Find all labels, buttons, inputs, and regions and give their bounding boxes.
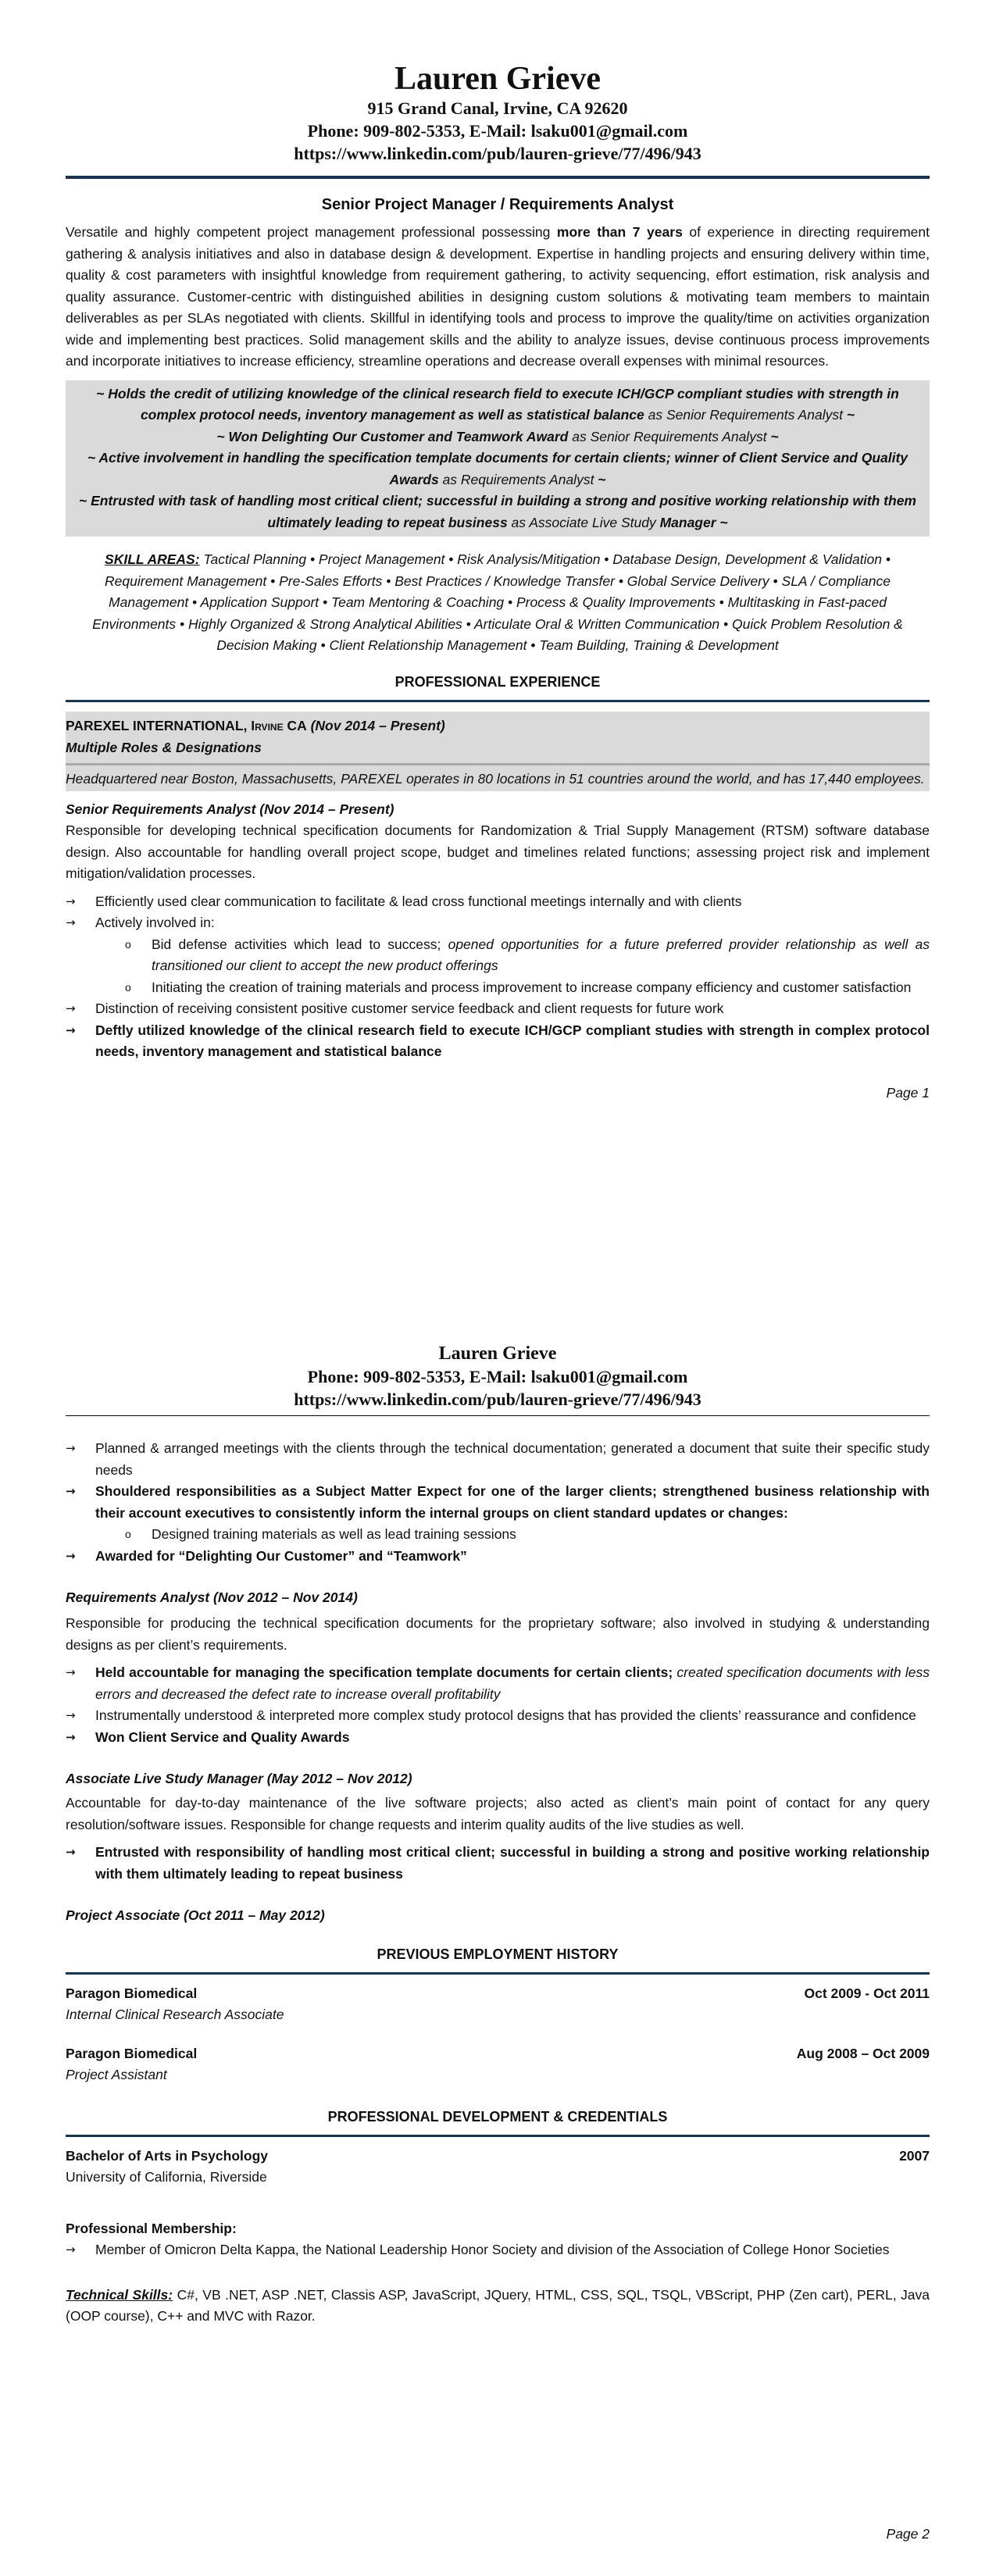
- previous-role: Internal Clinical Research Associate: [66, 2007, 284, 2022]
- previous-dates: Aug 2008 – Oct 2009: [796, 2046, 930, 2061]
- previous-company: Paragon Biomedical: [66, 2046, 198, 2061]
- bullet-item: → Entrusted with responsibility of handling most critical client; successful in building a strong and positive working relationship with them ultimately leading to repeat business: [66, 1842, 930, 1885]
- section-divider: [66, 2135, 930, 2137]
- summary-text: Versatile and highly competent project management professional possessing: [66, 224, 557, 240]
- contact-line-repeat: Phone: 909-802-5353, E-Mail: lsaku001@gmail.com: [307, 1367, 688, 1386]
- highlight-item: ~ Entrusted with task of handling most critical client; successful in building a strong and positive working relationship with them ultimately leading to repeat business as Associate Live Study Manager ~: [78, 493, 916, 530]
- previous-role: Project Assistant: [66, 2067, 167, 2082]
- linkedin-url-repeat[interactable]: https://www.linkedin.com/pub/lauren-grieve/77/496/943: [294, 1390, 701, 1409]
- company-subtitle: Multiple Roles & Designations: [66, 739, 262, 755]
- linkedin-url[interactable]: https://www.linkedin.com/pub/lauren-grieve/77/496/943: [294, 144, 701, 163]
- sub-bullet-item: o Bid defense activities which lead to success; opened opportunities for a future preferred provider relationship as well as transitioned our client to accept the new product offerings: [66, 934, 930, 977]
- degree: Bachelor of Arts in Psychology: [66, 2148, 268, 2164]
- membership-list: [66, 2239, 930, 2261]
- bullet-item: → Held accountable for managing the specification template documents for certain clients; created specification documents with less errors and decreased the defect rate to increase overall profitability: [66, 1662, 930, 1705]
- bullet-item: → Instrumentally understood & interpreted more complex study protocol designs that has provided the clients’ reassurance and confidence: [66, 1705, 930, 1727]
- education-entry: [66, 2145, 930, 2188]
- arrow-icon: →: [66, 1484, 76, 1498]
- arrow-icon: →: [66, 894, 76, 908]
- company-divider: [66, 763, 930, 765]
- summary-text: of experience in directing requirement gathering & analysis initiatives and also in database design & development. Expertise in handling projects and ensuring delivery within time, quality & cost parameters with insightful knowledge from requirement gathering, to activity sequencing, effort estimation, risk analysis and quality assurance. Customer-centric with distinguished abilities in designing custom solutions & motivating team members to maintain deliverables as per SLAs negotiated with clients. Skillful in identifying tools and process to improve the quality/time on activities organization wide and implementing best practices. Solid management skills and the ability to analyze issues, devise continuous process improvements and incorporate initiatives to increase efficiency, streamline operations and decrease overall expenses with minimal resources.: [66, 224, 930, 369]
- address: 915 Grand Canal, Irvine, CA 92620: [367, 98, 628, 118]
- sub-bullet-item: o Designed training materials as well as lead training sessions: [66, 1524, 930, 1546]
- role-bullets-continued: [66, 1438, 930, 1524]
- graduation-year: 2007: [899, 2148, 930, 2164]
- role-title: Associate Live Study Manager (May 2012 – Nov 2012): [66, 1771, 412, 1786]
- header-divider-thin: [66, 1415, 930, 1416]
- role-bullets: [66, 998, 930, 1063]
- summary-highlight: more than 7 years: [556, 224, 683, 240]
- technical-skills: [66, 2285, 930, 2328]
- company-description: Headquartered near Boston, Massachusetts, PAREXEL operates in 80 locations in 51 countries around the world, and has 17,440 employees.: [66, 770, 925, 787]
- arrow-icon: →: [66, 1548, 76, 1563]
- section-heading-previous: PREVIOUS EMPLOYMENT HISTORY: [377, 1946, 619, 1962]
- previous-company: Paragon Biomedical: [66, 1986, 198, 2001]
- role-summary: Responsible for producing the technical specification documents for the proprietary software; also involved in studying & understanding designs as per client’s requirements.: [66, 1615, 930, 1653]
- previous-job: [66, 1982, 930, 2025]
- arrow-icon: →: [66, 1022, 76, 1037]
- section-divider: [66, 1972, 930, 1975]
- bullet-item: → Distinction of receiving consistent positive customer service feedback and client requests for future work: [66, 998, 930, 1020]
- company-location: Irvine CA: [251, 717, 307, 733]
- circle-bullet-icon: o: [125, 1528, 131, 1540]
- bullet-item: → Shouldered responsibilities as a Subject Matter Expect for one of the larger clients; strengthened business relationship with their account executives to consistently inform the internal groups on client standard updates or changes:: [66, 1481, 930, 1524]
- page-number: Page 1: [886, 1084, 930, 1101]
- circle-bullet-icon: o: [125, 980, 131, 994]
- bullet-item: → Planned & arranged meetings with the clients through the technical documentation; generated a document that suite their specific study needs: [66, 1438, 930, 1481]
- company-name: PAREXEL INTERNATIONAL,: [66, 717, 248, 733]
- highlights-box: [66, 380, 930, 537]
- role-bullets: [66, 1842, 930, 1885]
- arrow-icon: →: [66, 1001, 76, 1015]
- role-bullets: [66, 1662, 930, 1748]
- skill-areas-list: Tactical Planning • Project Management • Risk Analysis/Mitigation • Database Design, Development & Validation • Requirement Management • Pre-Sales Efforts • Best Practices / Knowledge Transfer • Global Service Delivery • SLA / Compliance Management • Application Support • Team Mentoring & Coaching • Process & Quality Improvements • Multitasking in Fast-paced Environments • Highly Organized & Strong Analytical Abilities • Articulate Oral & Written Communication • Quick Problem Resolution & Decision Making • Client Relationship Management • Team Building, Training & Development: [92, 551, 903, 653]
- role-title: Senior Requirements Analyst (Nov 2014 – Present): [66, 801, 394, 817]
- resume-page-1: [66, 61, 930, 1101]
- skill-areas-label: SKILL AREAS:: [105, 551, 200, 567]
- bullet-item: → Actively involved in:: [66, 912, 930, 934]
- role-title: Requirements Analyst (Nov 2012 – Nov 2014): [66, 1589, 358, 1605]
- circle-bullet-icon: o: [125, 937, 131, 951]
- membership-label: Professional Membership:: [66, 2221, 237, 2236]
- arrow-icon: →: [66, 2242, 76, 2257]
- bullet-item: → Efficiently used clear communication to facilitate & lead cross functional meetings internally and with clients: [66, 891, 930, 913]
- company-header: [66, 712, 930, 792]
- highlight-item: ~ Holds the credit of utilizing knowledge of the clinical research field to execute ICH/GCP compliant studies with strength in complex protocol needs, inventory management as well as statistical balance as Senior Requirements Analyst ~: [96, 385, 899, 423]
- page-number: Page 2: [886, 2526, 930, 2542]
- school: University of California, Riverside: [66, 2169, 267, 2185]
- role-title: Project Associate (Oct 2011 – May 2012): [66, 1907, 325, 1923]
- bullet-item: → Deftly utilized knowledge of the clinical research field to execute ICH/GCP compliant studies with strength in complex protocol needs, inventory management and statistical balance: [66, 1020, 930, 1063]
- skill-areas: [66, 549, 930, 657]
- bullet-item: → Member of Omicron Delta Kappa, the National Leadership Honor Society and division of the Association of College Honor Societies: [66, 2239, 930, 2261]
- sub-bullets: [66, 934, 930, 999]
- arrow-icon: →: [66, 1708, 76, 1722]
- resume-page-2: [66, 1342, 930, 2328]
- role-summary: Responsible for developing technical specification documents for Randomization & Trial Supply Management (RTSM) software database design. Also accountable for handling overall project scope, budget and timelines related functions; assessing project risk and implement mitigation/validation processes.: [66, 822, 930, 881]
- arrow-icon: →: [66, 1665, 76, 1679]
- candidate-name: Lauren Grieve: [394, 61, 602, 97]
- previous-job: [66, 2043, 930, 2085]
- section-heading-credentials: PROFESSIONAL DEVELOPMENT & CREDENTIALS: [327, 2109, 668, 2125]
- arrow-icon: →: [66, 1441, 76, 1455]
- role-summary: Accountable for day-to-day maintenance of the live software projects; also acted as client’s main point of contact for any query resolution/software issues. Responsible for change requests and interim quality audits of the live studies as well.: [66, 1795, 930, 1832]
- bullet-item: → Won Client Service and Quality Awards: [66, 1727, 930, 1749]
- highlight-item: ~ Active involvement in handling the specification template documents for certain clients; winner of Client Service and Quality Awards as Requirements Analyst ~: [87, 450, 909, 487]
- company-dates: (Nov 2014 – Present): [310, 717, 445, 733]
- technical-skills-label: Technical Skills:: [66, 2286, 173, 2303]
- highlight-item: ~ Won Delighting Our Customer and Teamwork Award as Senior Requirements Analyst ~: [216, 428, 779, 444]
- arrow-icon: →: [66, 1845, 76, 1859]
- role-bullets: [66, 1546, 930, 1568]
- section-heading-experience: PROFESSIONAL EXPERIENCE: [394, 673, 601, 690]
- technical-skills-list: C#, VB .NET, ASP .NET, Classis ASP, JavaScript, JQuery, HTML, CSS, SQL, TSQL, VBScript, PHP (Zen cart), PERL, Java (OOP course), C++ and MVC with Razor.: [66, 2286, 930, 2324]
- header-divider: [66, 176, 930, 179]
- section-divider: [66, 700, 930, 702]
- bullet-item: → Awarded for “Delighting Our Customer” and “Teamwork”: [66, 1546, 930, 1568]
- sub-bullet-item: o Initiating the creation of training materials and process improvement to increase company efficiency and customer satisfaction: [66, 977, 930, 999]
- role-bullets: [66, 891, 930, 934]
- sub-bullets: [66, 1524, 930, 1546]
- previous-dates: Oct 2009 - Oct 2011: [804, 1986, 930, 2001]
- candidate-name-repeat: Lauren Grieve: [438, 1343, 557, 1364]
- contact-line: Phone: 909-802-5353, E-Mail: lsaku001@gmail.com: [307, 121, 688, 141]
- resume-title: Senior Project Manager / Requirements Analyst: [321, 196, 674, 213]
- summary-paragraph: [66, 222, 930, 373]
- arrow-icon: →: [66, 1729, 76, 1744]
- arrow-icon: →: [66, 915, 76, 929]
